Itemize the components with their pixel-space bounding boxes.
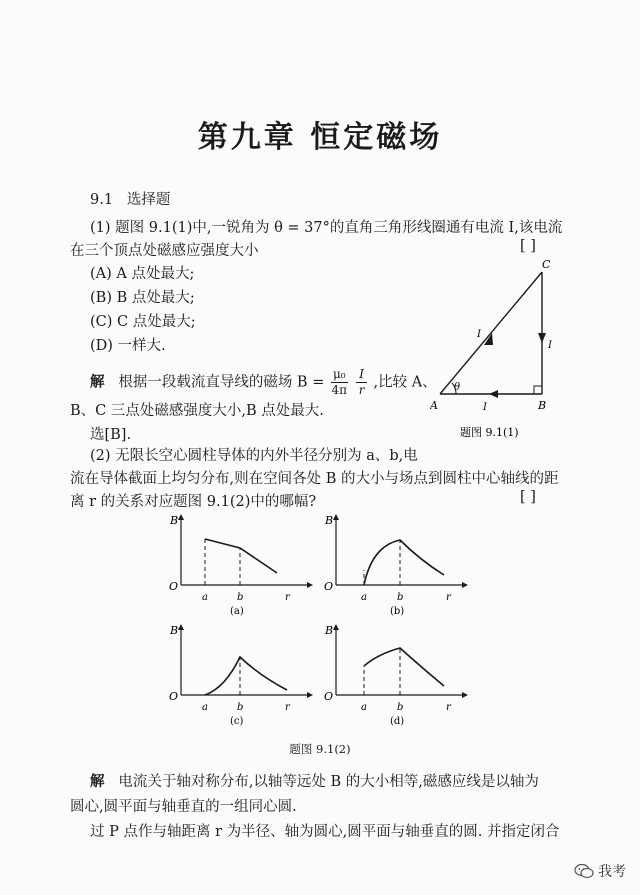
q1-option-d: (D) 一样大. — [90, 338, 166, 354]
graph-a-label: (a) — [230, 606, 244, 617]
watermark-text: 我考 — [598, 864, 626, 880]
tick-label-b: b — [237, 702, 244, 713]
current-label-ca: I — [477, 329, 481, 340]
formula-fraction-ir — [356, 367, 367, 398]
axis-label-B: B — [170, 514, 179, 527]
origin-label: O — [169, 580, 179, 593]
q2-stem-line2: 流在导体截面上均匀分布,则在空间各处 B 的大小与场点到圆柱中心轴线的距 — [70, 471, 559, 487]
formula-4pi: 4π — [331, 383, 348, 397]
q2-solution-line3: 过 P 点作与轴距离 r 为半径、轴为圆心,圆平面与轴垂直的圆. 并指定闭合 — [90, 824, 560, 840]
graph-d-label: (d) — [390, 716, 405, 727]
vertex-C-label: C — [542, 258, 551, 271]
tick-label-a: a — [202, 592, 208, 603]
section-heading — [90, 190, 170, 210]
q1-solution-line2: B、C 三点处磁感强度大小,B 点处最大. — [70, 403, 324, 419]
formula-r: r — [358, 383, 365, 397]
axis-label-B: B — [325, 514, 334, 527]
axis-label-r: r — [285, 592, 290, 603]
axis-label-r: r — [446, 702, 451, 713]
section-title: 选择题 — [126, 192, 171, 208]
triangle-side-ac — [440, 272, 542, 394]
current-arrow-bc — [538, 333, 546, 343]
x-axis-arrow — [462, 582, 468, 588]
y-axis-arrow — [178, 514, 184, 520]
graph-b — [320, 510, 470, 620]
q1-option-c: (C) C 点处最大; — [90, 314, 196, 330]
q1-answer-bracket: [ ] — [520, 238, 536, 254]
axis-label-r: r — [285, 702, 290, 713]
q2-stem-line1: (2) 无限长空心圆柱导体的内外半径分别为 a、b,电 — [90, 448, 418, 464]
axis-label-B: B — [170, 624, 179, 637]
x-axis-arrow — [307, 582, 313, 588]
q2-solution-text1: 电流关于轴对称分布,以轴等远处 B 的大小相等,磁感应线是以轴为 — [118, 774, 539, 790]
graph-a — [165, 510, 315, 620]
q1-solution-text2: ,比较 A、 — [373, 374, 437, 391]
tick-label-a: a — [202, 702, 208, 713]
y-axis-arrow — [333, 514, 339, 520]
q1-solution-text1: 根据一段载流直导线的磁场 B = — [118, 374, 325, 391]
formula-I: I — [356, 367, 367, 383]
q1-solution-line1 — [90, 367, 437, 398]
figure-caption-2: 题图 9.1(2) — [289, 742, 351, 756]
formula-fraction-mu — [331, 367, 348, 398]
watermark — [574, 861, 626, 881]
y-axis-arrow — [178, 624, 184, 630]
y-axis-arrow — [333, 624, 339, 630]
b-curve — [364, 540, 444, 585]
origin-label: O — [324, 690, 334, 703]
angle-theta-label: θ — [454, 382, 461, 393]
q1-stem-line1: (1) 题图 9.1(1)中,一锐角为 θ = 37°的直角三角形线圈通有电流 I,该电流 — [90, 220, 563, 236]
b-curve — [364, 648, 444, 686]
current-arrow-ab — [489, 390, 498, 398]
tick-label-b: b — [237, 592, 244, 603]
q1-option-a: (A) A 点处最大; — [90, 266, 195, 282]
formula-mu: μ₀ — [332, 367, 346, 381]
section-number: 9.1 — [90, 192, 114, 208]
q2-stem-line3: 离 r 的关系对应题图 9.1(2)中的哪幅? — [70, 494, 317, 510]
vertex-A-label: A — [430, 399, 438, 412]
q2-answer-bracket: [ ] — [520, 489, 536, 505]
q2-solution-line2: 圆心,圆平面与轴垂直的一组同心圆. — [70, 799, 297, 815]
graph-d — [320, 620, 470, 730]
q2-solution-label: 解 — [90, 774, 105, 790]
axis-label-r: r — [446, 592, 451, 603]
tick-label-a: a — [361, 592, 367, 603]
origin-label: O — [169, 690, 179, 703]
axis-label-B: B — [325, 624, 334, 637]
origin-label: O — [324, 580, 334, 593]
tick-label-b: b — [397, 702, 404, 713]
graph-c-label: (c) — [230, 716, 244, 727]
tick-label-a: a — [361, 702, 367, 713]
q1-solution-label: 解 — [90, 374, 105, 391]
b-curve — [205, 657, 287, 695]
b-curve — [205, 539, 277, 573]
tick-label-b: b — [397, 592, 404, 603]
q1-option-b: (B) B 点处最大; — [90, 290, 195, 306]
x-axis-arrow — [462, 692, 468, 698]
q2-solution-line1 — [90, 772, 539, 792]
figure-caption-1: 题图 9.1(1) — [460, 426, 519, 439]
x-axis-arrow — [307, 692, 313, 698]
vertex-B-label: B — [538, 399, 547, 412]
graph-c — [165, 620, 315, 730]
graph-b-label: (b) — [390, 606, 405, 617]
current-label-ab: I — [483, 402, 487, 413]
right-angle-mark — [534, 386, 542, 394]
wechat-icon — [574, 863, 594, 879]
current-label-bc: I — [548, 340, 552, 351]
triangle-figure — [430, 255, 570, 440]
q1-stem-line2: 在三个顶点处磁感应强度大小 — [70, 243, 259, 259]
q1-answer: 选[B]. — [90, 427, 132, 443]
chapter-title: 第九章 恒定磁场 — [197, 120, 443, 155]
